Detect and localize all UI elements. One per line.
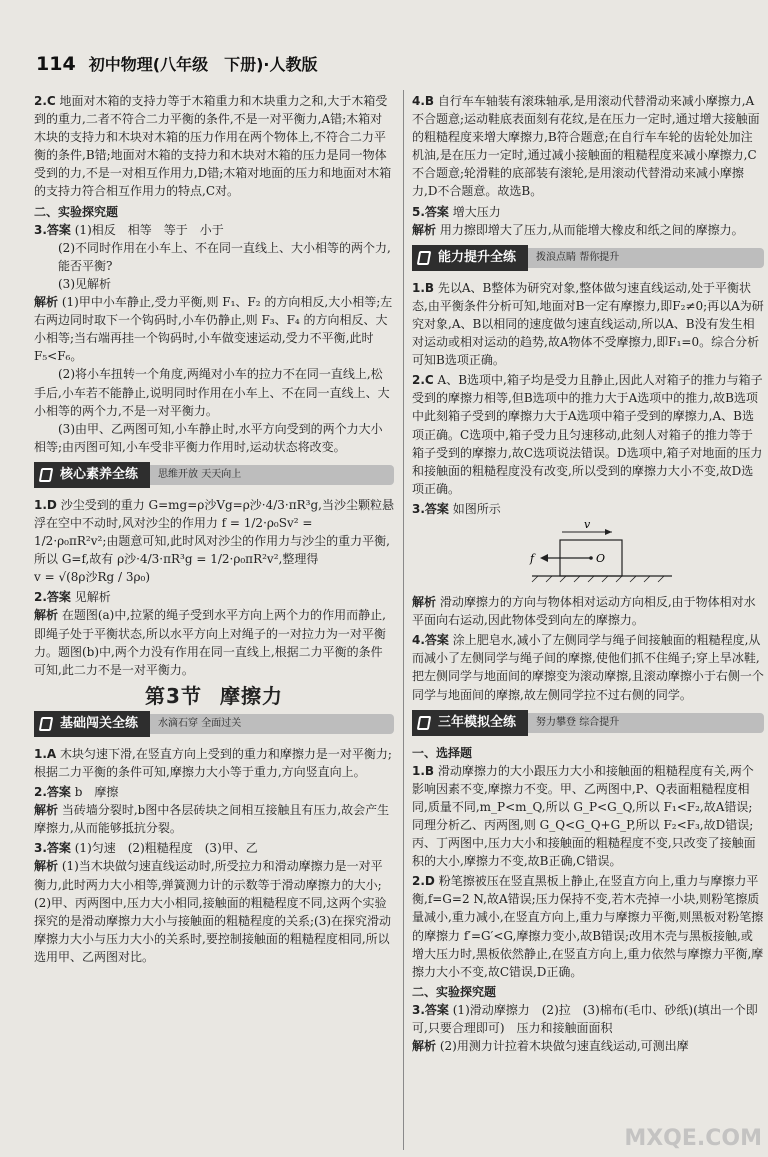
column-divider xyxy=(403,90,404,1150)
analysis-b3 xyxy=(34,857,394,966)
page-header xyxy=(36,52,317,75)
velocity-label: v xyxy=(584,517,591,531)
answer-label: 1.B xyxy=(412,763,435,778)
analysis-label: 解析 xyxy=(34,295,59,310)
answer-text: (1)相反 相等 等于 小于 xyxy=(74,222,224,237)
answer-label: 1.D xyxy=(34,497,57,512)
banner-tag: 能力提升全练 xyxy=(412,245,528,271)
answer-text: 粉笔擦被压在竖直黑板上静止,在竖直方向上,重力与摩擦力平衡,f=G=2 N,故A错误;压力保持不变,若木壳掉一小块,则粉笔擦质量减小,重力减小,在竖直方向上,重力与摩擦力平衡,则黑板对粉笔擦的摩擦力 f′=G′<G,摩擦力变小,故B错误;改用木壳与黑板接触,或增大压力时,黑板依然静止,在竖直方向上,重力依然与摩擦力平衡,摩擦力大小不变,故C错误,D正确。 xyxy=(412,874,764,979)
answer-text: 先以A、B整体为研究对象,整体做匀速直线运动,处于平衡状态,由平衡条件分析可知,地面对B一定有摩擦力,即F₂≠0;再以A为研究对象,A、B以相同的速度做匀速直线运动,所以A、B没有发生相对运动或相对运动的趋势,故A物体不受摩擦力,即F₁=0。综合分析可知B选项正确。 xyxy=(412,280,764,368)
answer-text: 木块匀速下滑,在竖直方向上受到的重力和摩擦力是一对平衡力;根据二力平衡的条件可知,摩擦力大小等于重力,方向竖直向上。 xyxy=(34,746,392,779)
analysis-2 xyxy=(34,606,394,678)
answer-n2c xyxy=(412,371,764,498)
answer-m1b xyxy=(412,762,764,871)
answer-text: 沙尘受到的重力 G=mg=ρ沙Vg=ρ沙·4/3·πR³g,当沙尘颗粒悬浮在空中不动时,风对沙尘的作用力 f = 1/2·ρ₀Sv² = xyxy=(34,497,394,530)
answer-text: (1)滑动摩擦力 (2)拉 (3)棉布(毛巾、砂纸)(填出一个即可,只要合理即可) 压力和接触面面积 xyxy=(412,1002,758,1036)
answer-text: 如图所示 xyxy=(452,501,501,516)
answer-label: 3.答案 xyxy=(34,841,71,856)
banner-three-year xyxy=(412,710,764,736)
analysis-text: 在题图(a)中,拉紧的绳子受到水平方向上两个力的作用而静止,即绳子处于平衡状态,所以水平方向上对绳子的一对拉力为一对平衡力。题图(b)中,两个力没有作用在同一直线上,根据二力平衡的条件可知,此二力不是一对平衡力。 xyxy=(34,608,386,677)
analysis-b2 xyxy=(34,801,394,837)
answer-b2 xyxy=(34,783,394,801)
analysis-m3 xyxy=(412,1037,764,1055)
answer-label: 2.答案 xyxy=(34,785,71,800)
answer-3-part2: (2)不同时作用在小车上、不在同一直线上、大小相等的两个力,能否平衡? xyxy=(58,240,391,273)
answer-3-part3: (3)见解析 xyxy=(58,276,111,291)
section-heading: 二、实验探究题 xyxy=(34,204,119,219)
section-name: 摩擦力 xyxy=(219,683,283,708)
answer-label: 2.答案 xyxy=(34,590,71,605)
banner-tag: 基础闯关全练 xyxy=(34,711,150,737)
answer-b1a xyxy=(34,745,394,781)
answer-label: 3.答案 xyxy=(412,1002,449,1017)
watermark: MXQE.COM xyxy=(624,1126,762,1151)
velocity-arrowhead xyxy=(605,529,612,535)
banner-basic xyxy=(34,711,394,737)
banner-ability xyxy=(412,245,764,271)
analysis-text: (2)用测力计拉着木块做匀速直线运动,可测出摩 xyxy=(439,1039,689,1054)
analysis-label: 解析 xyxy=(34,803,59,818)
analysis-3-part2: (2)将小车扭转一个角度,两绳对小车的拉力不在同一直线上,松手后,小车若不能静止,说明同时作用在小车上、不在同一直线上、大小相等的两个力,不是一对平衡力。 xyxy=(34,367,390,418)
banner-slogan: 思维开放 天天向上 xyxy=(150,465,394,485)
friction-label: f xyxy=(530,551,535,565)
answer-text: A、B选项中,箱子均是受力且静止,因此人对箱子的推力与箱子受到的摩擦力相等,但B选项中的推力大于A选项中的推力,故B选项中此刻箱子受到的摩擦力大于A选项中箱子受到的摩擦力,A、B选项正确。C选项中,箱子受力且匀速移动,此刻人对箱子的推力等于箱子受到的摩擦力,故C选项说法错误。D选项中,箱子对地面的压力和接触面的粗糙程度没有改变,所以受到的摩擦力大小不变,故D选项正确。 xyxy=(412,373,763,496)
answer-text: 见解析 xyxy=(74,590,111,605)
analysis-text: 用力擦即增大了压力,从而能增大橡皮和纸之间的摩擦力。 xyxy=(439,222,744,237)
answer-text: 涂上肥皂水,减小了左侧同学与绳子间接触面的粗糙程度,从而减小了左侧同学与绳子间的摩擦,使他们抓不住绳子;穿上旱冰鞋,把左侧同学与地面间的摩擦变为滚动摩擦,且滚动摩擦小于右侧一个同学与地面间的摩擦,故左侧同学拉不过右侧的同学。 xyxy=(412,633,764,702)
banner-core-literacy xyxy=(34,462,394,488)
page-title: 初中物理(八年级 下册)·人教版 xyxy=(88,55,318,74)
analysis-text: 滑动摩擦力的方向与物体相对运动方向相反,由于物体相对水平面向右运动,因此物体受到向左的摩擦力。 xyxy=(412,595,756,628)
banner-slogan: 水滴石穿 全面过关 xyxy=(150,714,394,734)
ground-hatch xyxy=(532,576,664,582)
answer-label: 4.B xyxy=(412,94,435,108)
analysis-text: (1)甲中小车静止,受力平衡,则 F₁、F₂ 的方向相反,大小相等;左右两边同时取下一个钩码时,小车仍静止,则 F₃、F₄ 的方向相反、大小相等;当右端再挂一个钩码时,小车做变速运动,受力不平衡,此时 F₅<F₆。 xyxy=(34,295,393,364)
point-label: O xyxy=(596,551,606,565)
banner-slogan: 努力攀登 综合提升 xyxy=(528,713,764,733)
answer-label: 2.C xyxy=(34,94,56,108)
right-column xyxy=(412,92,764,1055)
answer-label: 2.D xyxy=(412,874,435,889)
answer-text: 增大压力 xyxy=(452,204,501,219)
section-heading: 一、选择题 xyxy=(412,745,473,760)
analysis-3-part3: (3)由甲、乙两图可知,小车静止时,水平方向受到的两个力大小相等;由丙图可知,小车受非平衡力作用时,运动状态将改变。 xyxy=(34,421,383,454)
answer-label: 3.答案 xyxy=(34,222,71,237)
answer-label: 4.答案 xyxy=(412,633,449,648)
answer-text: (1)匀速 (2)粗糙程度 (3)甲、乙 xyxy=(74,841,258,856)
analysis-text: (1)当木块做匀速直线运动时,所受拉力和滑动摩擦力是一对平衡力,此时两力大小相等,弹簧测力计的示数等于滑动摩擦力的大小;(2)甲、丙两图中,压力大小相同,接触面的粗糙程度不同,这两个实验探究的是滑动摩擦力大小与接触面的粗糙程度的关系;(3)在探究滑动摩擦力大小与压力大小的关系时,要控制接触面的粗糙程度相同,所以选用甲、乙两图对比。 xyxy=(34,859,392,964)
friction-arrowhead xyxy=(540,554,548,562)
analysis-label: 解析 xyxy=(412,1039,437,1054)
section-title xyxy=(34,683,394,708)
answer-n3 xyxy=(412,500,764,518)
answer-3 xyxy=(34,221,394,239)
answer-1d-result: v = √(8ρ沙Rg / 3ρ₀) xyxy=(34,570,151,585)
answer-b3 xyxy=(34,839,394,857)
friction-force-diagram xyxy=(412,518,764,588)
answer-1d xyxy=(34,496,394,532)
analysis-label: 解析 xyxy=(34,608,59,623)
answer-text: b 摩擦 xyxy=(74,785,119,800)
banner-tag: 三年模拟全练 xyxy=(412,710,528,736)
answer-2c xyxy=(34,92,394,201)
page-number: 114 xyxy=(36,53,76,75)
analysis-r5 xyxy=(412,221,764,239)
analysis-label: 解析 xyxy=(412,595,437,610)
answer-1d-cont: 1/2·ρ₀πR²v²;由题意可知,此时风对沙尘的作用力与沙尘的重力平衡,所以 G=f,故有 ρ沙·4/3·πR³g = 1/2·ρ₀πR²v²,整理得 xyxy=(34,534,390,567)
banner-tag: 核心素养全练 xyxy=(34,462,150,488)
answer-text: 自行车车轴装有滚珠轴承,是用滚动代替滑动来减小摩擦力,A不合题意;运动鞋底表面刻有花纹,是在压力一定时,通过增大接触面的粗糙程度来增大摩擦力,B符合题意;在自行车车轮的齿轮处加注机油,是在压力一定时,通过减小接触面的粗糙程度来减小摩擦力,C不合题意;轮滑鞋的底部装有滚轮,是用滚动代替滑动来减小摩擦力,D不合题意。故选B。 xyxy=(412,94,760,199)
banner-slogan: 拨浪点睛 帮你提升 xyxy=(528,248,764,268)
analysis-label: 解析 xyxy=(34,859,59,874)
analysis-label: 解析 xyxy=(412,222,437,237)
answer-label: 1.B xyxy=(412,280,435,295)
answer-text: 地面对木箱的支持力等于木箱重力和木块重力之和,大于木箱受到的重力,二者不符合二力平衡的条件,不是一对平衡力,A错;木箱对木块的支持力和木块对木箱的压力作用在两个物体上,不符合二力平衡的条件,B错;地面对木箱的支持力和木块对木箱的压力是同一物体受到的力,不是一对相互作用力,D错;木箱对地面的压力和地面对木箱的支持力符合相互作用力的特点,C对。 xyxy=(34,94,392,199)
answer-n4 xyxy=(412,631,764,703)
left-column xyxy=(34,92,394,966)
answer-n1b xyxy=(412,279,764,369)
analysis-text: 当砖墙分裂时,b图中各层砖块之间相互接触且有压力,故会产生摩擦力,从而能够抵抗分裂。 xyxy=(34,803,390,836)
answer-text: 滑动摩擦力的大小跟压力大小和接触面的粗糙程度有关,两个影响因素不变,摩擦力不变。甲、乙两图中,P、Q表面粗糙程度相同,质量不同,m_P<m_Q,所以 G_P<G_Q,所以 F₁<F₂,故A错误;同理分析乙、丙两图,则 G_Q<G_Q+G_P,所以 F₂<F₃,故D错误;丙、丁两图中,压力大小和接触面的粗糙程度不变,只改变了接触面积的大小,摩擦力不变,故B正确,C错误。 xyxy=(412,763,756,869)
answer-m3 xyxy=(412,1001,764,1037)
answer-2 xyxy=(34,588,394,606)
analysis-3 xyxy=(34,293,394,365)
answer-label: 1.A xyxy=(34,746,57,761)
answer-r5 xyxy=(412,203,764,221)
section-heading: 二、实验探究题 xyxy=(412,984,497,999)
answer-label: 3.答案 xyxy=(412,501,449,516)
answer-m2d xyxy=(412,872,764,981)
answer-label: 2.C xyxy=(412,373,434,388)
answer-label: 5.答案 xyxy=(412,204,449,219)
answer-r4b xyxy=(412,92,764,201)
analysis-n3 xyxy=(412,593,764,629)
section-number: 第3节 xyxy=(145,683,202,708)
